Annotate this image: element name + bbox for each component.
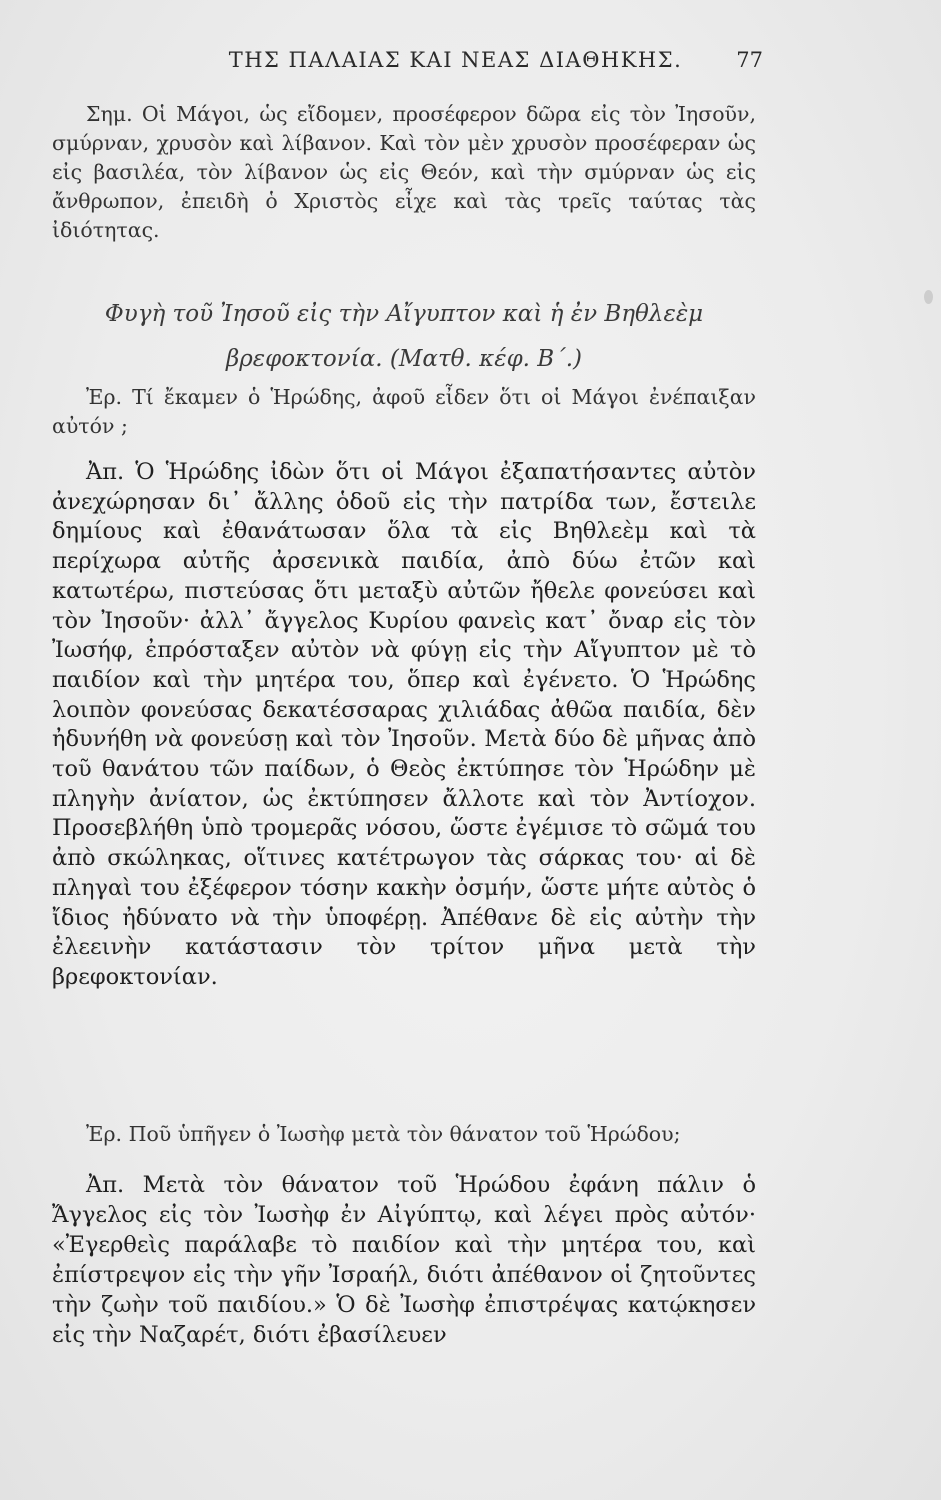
question-paragraph: Ἐρ. Τί ἔκαμεν ὁ Ἡρώδης, ἀφοῦ εἶδεν ὅτι οἱ Μάγοι ἐνέπαιξαν αὐτόν ; [52,385,756,438]
question-paragraph: Ἐρ. Ποῦ ὑπῆγεν ὁ Ἰωσὴφ μετὰ τὸν θάνατον τοῦ Ἡρώδου; [86,1122,681,1146]
section-heading-line-1: Φυγὴ τοῦ Ἰησοῦ εἰς τὴν Αἴγυπτον καὶ ἡ ἐν Βηθλεὲμ [104,301,704,327]
answer-paragraph: Ἀπ. Ὁ Ἡρώδης ἰδὼν ὅτι οἱ Μάγοι ἐξαπατήσαντες αὐτὸν ἀνεχώρησαν δι᾽ ἄλλης ὁδοῦ εἰς τὴν πατρίδα των, ἔστειλε δημίους καὶ ἐθανάτωσαν ὅλα τὰ εἰς Βηθλεὲμ καὶ τὰ περίχωρα αὐτῆς ἀρσενικὰ παιδία, ἀπὸ δύω ἐτῶν καὶ κατωτέρω, πιστεύσας ὅτι μεταξὺ αὐτῶν ἤθελε φονεύσει καὶ τὸν Ἰησοῦν· ἀλλ᾽ ἄγγελος Κυρίου φανεὶς κατ᾽ ὄναρ εἰς τὸν Ἰωσήφ, ἐπρόσταξεν αὐτὸν νὰ φύγῃ εἰς τὴν Αἴγυπτον μὲ τὸ παιδίον καὶ τὴν μητέρα του, ὅπερ καὶ ἐγένετο. Ὁ Ἡρώδης λοιπὸν φονεύσας δεκατέσσαρας χιλιάδας ἀθῶα παιδία, δὲν ἠδυνήθη νὰ φονεύσῃ καὶ τὸν Ἰησοῦν. Μετὰ δύο δὲ μῆνας ἀπὸ τοῦ θανάτου τῶν παίδων, ὁ Θεὸς ἐκτύπησε τὸν Ἡρώδην μὲ πληγὴν ἀνίατον, ὡς ἐκτύπησεν ἄλλοτε καὶ τὸν Ἀντίοχον. Προσεβλήθη ὑπὸ τρομερᾶς νόσου, ὥστε ἐγέμισε τὸ σῶμά του ἀπὸ σκώληκας, οἵτινες κατέτρωγον τὰς σάρκας του· αἱ δὲ πληγαὶ του ἐξέφερον τόσην κακὴν ὀσμήν, ὥστε μήτε αὐτὸς ὁ ἴδιος ἠδύνατο νὰ τὴν ὑποφέρῃ. Ἀπέθανε δὲ εἰς αὐτὴν τὴν ἐλεεινὴν κατάστασιν τὸν τρίτον μῆνα μετὰ τὴν βρεφοκτονίαν. [52,459,756,990]
page-number: 77 [736,48,763,72]
section-heading-line-2: βρεφοκτονία. (Ματθ. κέφ. Β΄.) [225,346,582,372]
running-title: ΤΗΣ ΠΑΛΑΙΑΣ ΚΑΙ ΝΕΑΣ ΔΙΑΘΗΚΗΣ. [228,48,683,72]
section-heading [52,292,756,382]
ink-smudge [924,290,933,304]
answer-paragraph: Ἀπ. Μετὰ τὸν θάνατον τοῦ Ἡρώδου ἐφάνη πάλιν ὁ Ἄγγελος εἰς τὸν Ἰωσὴφ ἐν Αἰγύπτῳ, καὶ λέγει πρὸς αὐτόν· «Ἐγερθεὶς παράλαβε τὸ παιδίον καὶ τὴν μητέρα του, καὶ ἐπίστρεψον εἰς τὴν γῆν Ἰσραήλ, διότι ἀπέθανον οἱ ζητοῦντες τὴν ζωὴν τοῦ παιδίου.» Ὁ δὲ Ἰωσὴφ ἐπιστρέψας κατῴκησεν εἰς τὴν Ναζαρέτ, διότι ἐβασίλευεν [52,1172,756,1348]
footnote-paragraph: Σημ. Οἱ Μάγοι, ὡς εἴδομεν, προσέφερον δῶρα εἰς τὸν Ἰησοῦν, σμύρναν, χρυσὸν καὶ λίβανον. Καὶ τὸν μὲν χρυσὸν προσέφεραν ὡς εἰς βασιλέα, τὸν λίβανον ὡς εἰς Θεόν, καὶ τὴν σμύρναν ὡς εἰς ἄνθρωπον, ἐπειδὴ ὁ Χριστὸς εἶχε καὶ τὰς τρεῖς ταύτας τὰς ἰδιότητας. [52,102,756,242]
